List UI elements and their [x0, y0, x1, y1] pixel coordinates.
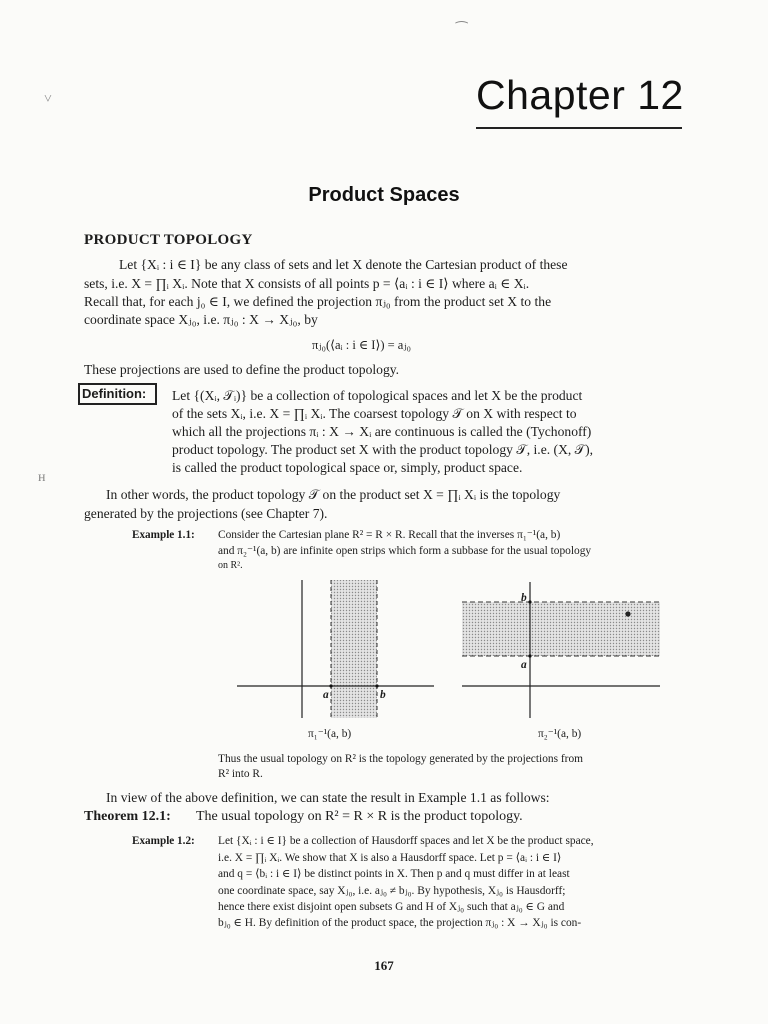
example-line: bⱼ₀ ∈ H. By definition of the product space, the projection πⱼ₀ : X → Xⱼ₀ is con-: [218, 917, 582, 929]
theorem-text: The usual topology on R² = R × R is the product topology.: [196, 809, 523, 824]
definition-line: which all the projections πᵢ : X → Xᵢ are continuous is called the (Tychonoff): [172, 424, 592, 439]
chapter-title: Chapter 12: [476, 72, 684, 118]
scan-mark: ⁀: [456, 23, 468, 38]
definition-label: Definition:: [82, 386, 147, 401]
projection-formula: πⱼ₀(⟨aᵢ : i ∈ I⟩) = aⱼ₀: [312, 338, 412, 352]
example-line: i.e. X = ∏ᵢ Xᵢ. We show that X is also a Hausdorff space. Let p = ⟨aᵢ : i ∈ I⟩: [218, 852, 562, 864]
left-figure-caption: π₁⁻¹(a, b): [308, 728, 352, 740]
example-conclusion: Thus the usual topology on R² is the topology generated by the projections from: [218, 753, 584, 765]
section-title: Product Spaces: [308, 184, 460, 206]
right-label-b: b: [521, 592, 527, 604]
example-line: Let {Xᵢ : i ∈ I} be a collection of Hausdorff spaces and let X be the product space,: [218, 835, 594, 847]
left-label-a: a: [323, 689, 329, 701]
example-line: Consider the Cartesian plane R² = R × R. Recall that the inverses π₁⁻¹(a, b): [218, 529, 561, 541]
paragraph-line: In view of the above definition, we can state the result in Example 1.1 as follows:: [106, 790, 550, 805]
point-a: [528, 654, 531, 657]
example-line: and π₂⁻¹(a, b) are infinite open strips which form a subbase for the usual topology: [218, 545, 592, 557]
vertical-strip-figure: [237, 580, 434, 718]
definition-line: of the sets Xᵢ, i.e. X = ∏ᵢ Xᵢ. The coarsest topology 𝒯 on X with respect to: [172, 406, 577, 421]
example-line: one coordinate space, say Xⱼ₀, i.e. aⱼ₀ ≠ bⱼ₀. By hypothesis, Xⱼ₀ is Hausdorff;: [218, 885, 566, 897]
page-number: 167: [374, 958, 394, 973]
example-line: and q = ⟨bᵢ : i ∈ I⟩ be distinct points in X. Then p and q must differ in at least: [218, 868, 570, 880]
example-line: hence there exist disjoint open subsets G and H of Xⱼ₀ such that aⱼ₀ ∈ G and: [218, 901, 565, 913]
speck: [625, 611, 630, 616]
paragraph-line: These projections are used to define the product topology.: [84, 362, 400, 377]
paragraph-line: Let {Xᵢ : i ∈ I} be any class of sets and let X denote the Cartesian product of these: [119, 257, 568, 272]
point-b: [528, 600, 531, 603]
paragraph-line: generated by the projections (see Chapter 7).: [84, 506, 328, 521]
horizontal-strip-figure: [462, 582, 660, 718]
example-line: on R².: [218, 560, 243, 571]
horizontal-strip: [462, 602, 660, 656]
scan-mark: ʜ: [38, 470, 46, 485]
paragraph-line: In other words, the product topology 𝒯 on the product set X = ∏ᵢ Xᵢ is the topology: [106, 487, 561, 502]
definition-line: product topology. The product set X with the product topology 𝒯, i.e. (X, 𝒯),: [172, 442, 594, 457]
definition-line: is called the product topological space or, simply, product space.: [172, 460, 523, 475]
left-label-b: b: [380, 689, 386, 701]
scan-mark: ˅: [44, 92, 52, 107]
example-1-1-label: Example 1.1:: [132, 529, 195, 541]
paragraph-line: coordinate space Xⱼ₀, i.e. πⱼ₀ : X → Xⱼ₀, by: [84, 312, 318, 327]
point-b: [375, 684, 378, 687]
example-conclusion: R² into R.: [218, 768, 263, 780]
vertical-strip: [331, 580, 377, 718]
example-1-2-label: Example 1.2:: [132, 835, 195, 847]
product-topology-heading: PRODUCT TOPOLOGY: [84, 232, 253, 248]
right-label-a: a: [521, 659, 527, 671]
paragraph-line: Recall that, for each j₀ ∈ I, we defined the projection πⱼ₀ from the product set X to the: [84, 294, 552, 309]
theorem-label: Theorem 12.1:: [84, 809, 171, 824]
right-figure-caption: π₂⁻¹(a, b): [538, 728, 582, 740]
point-a: [329, 684, 332, 687]
definition-line: Let {(Xᵢ, 𝒯ᵢ)} be a collection of topological spaces and let X be the product: [172, 388, 583, 403]
paragraph-line: sets, i.e. X = ∏ᵢ Xᵢ. Note that X consists of all points p = ⟨aᵢ : i ∈ I⟩ where aᵢ ∈ Xᵢ.: [84, 276, 530, 291]
